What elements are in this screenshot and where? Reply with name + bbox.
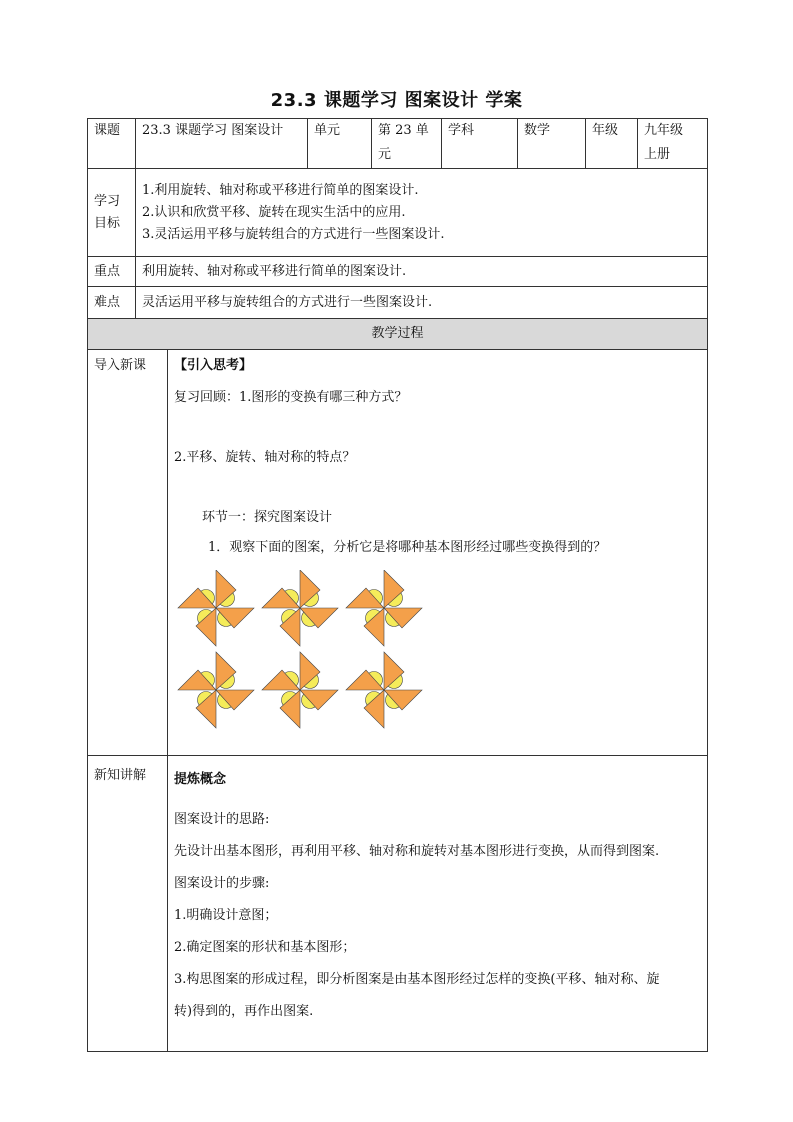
task-question: 1．观察下面的图案，分析它是将哪种基本图形经过哪些变换得到的？ xyxy=(208,540,607,555)
new-knowledge-label: 新知讲解 xyxy=(88,756,168,1052)
header-row xyxy=(88,119,708,169)
subject-label: 学科 xyxy=(442,119,518,169)
difficulty-label: 难点 xyxy=(88,287,136,319)
goals-label xyxy=(88,169,136,257)
unit-value-line2: 元 xyxy=(378,147,392,162)
pinwheel xyxy=(262,652,338,728)
intro-content xyxy=(168,350,708,756)
difficulty-row xyxy=(88,287,708,319)
process-header: 教学过程 xyxy=(88,319,708,350)
knowledge-line: 先设计出基本图形，再利用平移、轴对称和旋转对基本图形进行变换，从而得到图案. xyxy=(174,844,660,859)
unit-label: 单元 xyxy=(308,119,372,169)
topic-label: 课题 xyxy=(88,119,136,169)
pinwheel xyxy=(178,652,254,728)
goals-row xyxy=(88,169,708,257)
lesson-table xyxy=(87,118,708,1052)
goals-content xyxy=(136,169,708,257)
knowledge-line: 3.构思图案的形成过程，即分析图案是由基本图形经过怎样的变换(平移、轴对称、旋 xyxy=(174,972,660,987)
knowledge-line: 转)得到的，再作出图案. xyxy=(174,1004,314,1019)
process-header-row xyxy=(88,319,708,350)
goal-item: 2.认识和欣赏平移、旋转在现实生活中的应用. xyxy=(142,204,406,220)
intro-label: 导入新课 xyxy=(88,350,168,756)
knowledge-line: 图案设计的思路: xyxy=(174,812,270,827)
step-title: 环节一：探究图案设计 xyxy=(202,510,333,525)
grade-value-line2: 上册 xyxy=(644,147,671,162)
intro-heading: 【引入思考】 xyxy=(174,358,253,373)
unit-value-line1: 第 23 单 xyxy=(378,123,429,138)
goal-item: 1.利用旋转、轴对称或平移进行简单的图案设计. xyxy=(142,182,419,198)
unit-value xyxy=(372,119,442,169)
grade-label: 年级 xyxy=(586,119,638,169)
new-knowledge-row xyxy=(88,756,708,1052)
key-point-value: 利用旋转、轴对称或平移进行简单的图案设计. xyxy=(136,257,708,287)
review-question: 复习回顾：1.图形的变换有哪三种方式？ xyxy=(174,390,408,405)
pinwheel xyxy=(262,570,338,646)
key-point-row xyxy=(88,257,708,287)
knowledge-line: 2.确定图案的形状和基本图形； xyxy=(174,940,356,955)
subject-value: 数学 xyxy=(518,119,586,169)
page-title: 23.3 课题学习 图案设计 学案 xyxy=(270,90,523,111)
pinwheel xyxy=(346,570,422,646)
knowledge-line: 1.明确设计意图； xyxy=(174,908,278,923)
topic-value: 23.3 课题学习 图案设计 xyxy=(136,119,308,169)
knowledge-heading: 提炼概念 xyxy=(174,772,227,787)
knowledge-line: 图案设计的步骤: xyxy=(174,876,270,891)
pinwheel-pattern-figure xyxy=(174,570,434,732)
new-knowledge-content xyxy=(168,756,708,1052)
feature-question: 2.平移、旋转、轴对称的特点？ xyxy=(174,450,356,465)
key-point-label: 重点 xyxy=(88,257,136,287)
goal-item: 3.灵活运用平移与旋转组合的方式进行一些图案设计. xyxy=(142,226,445,242)
grade-value xyxy=(638,119,708,169)
difficulty-value: 灵活运用平移与旋转组合的方式进行一些图案设计. xyxy=(136,287,708,319)
grade-value-line1: 九年级 xyxy=(644,123,684,138)
goals-label-line2: 目标 xyxy=(94,215,121,231)
intro-row xyxy=(88,350,708,756)
goals-label-line1: 学习 xyxy=(94,193,121,209)
pinwheel xyxy=(346,652,422,728)
pinwheel xyxy=(178,570,254,646)
